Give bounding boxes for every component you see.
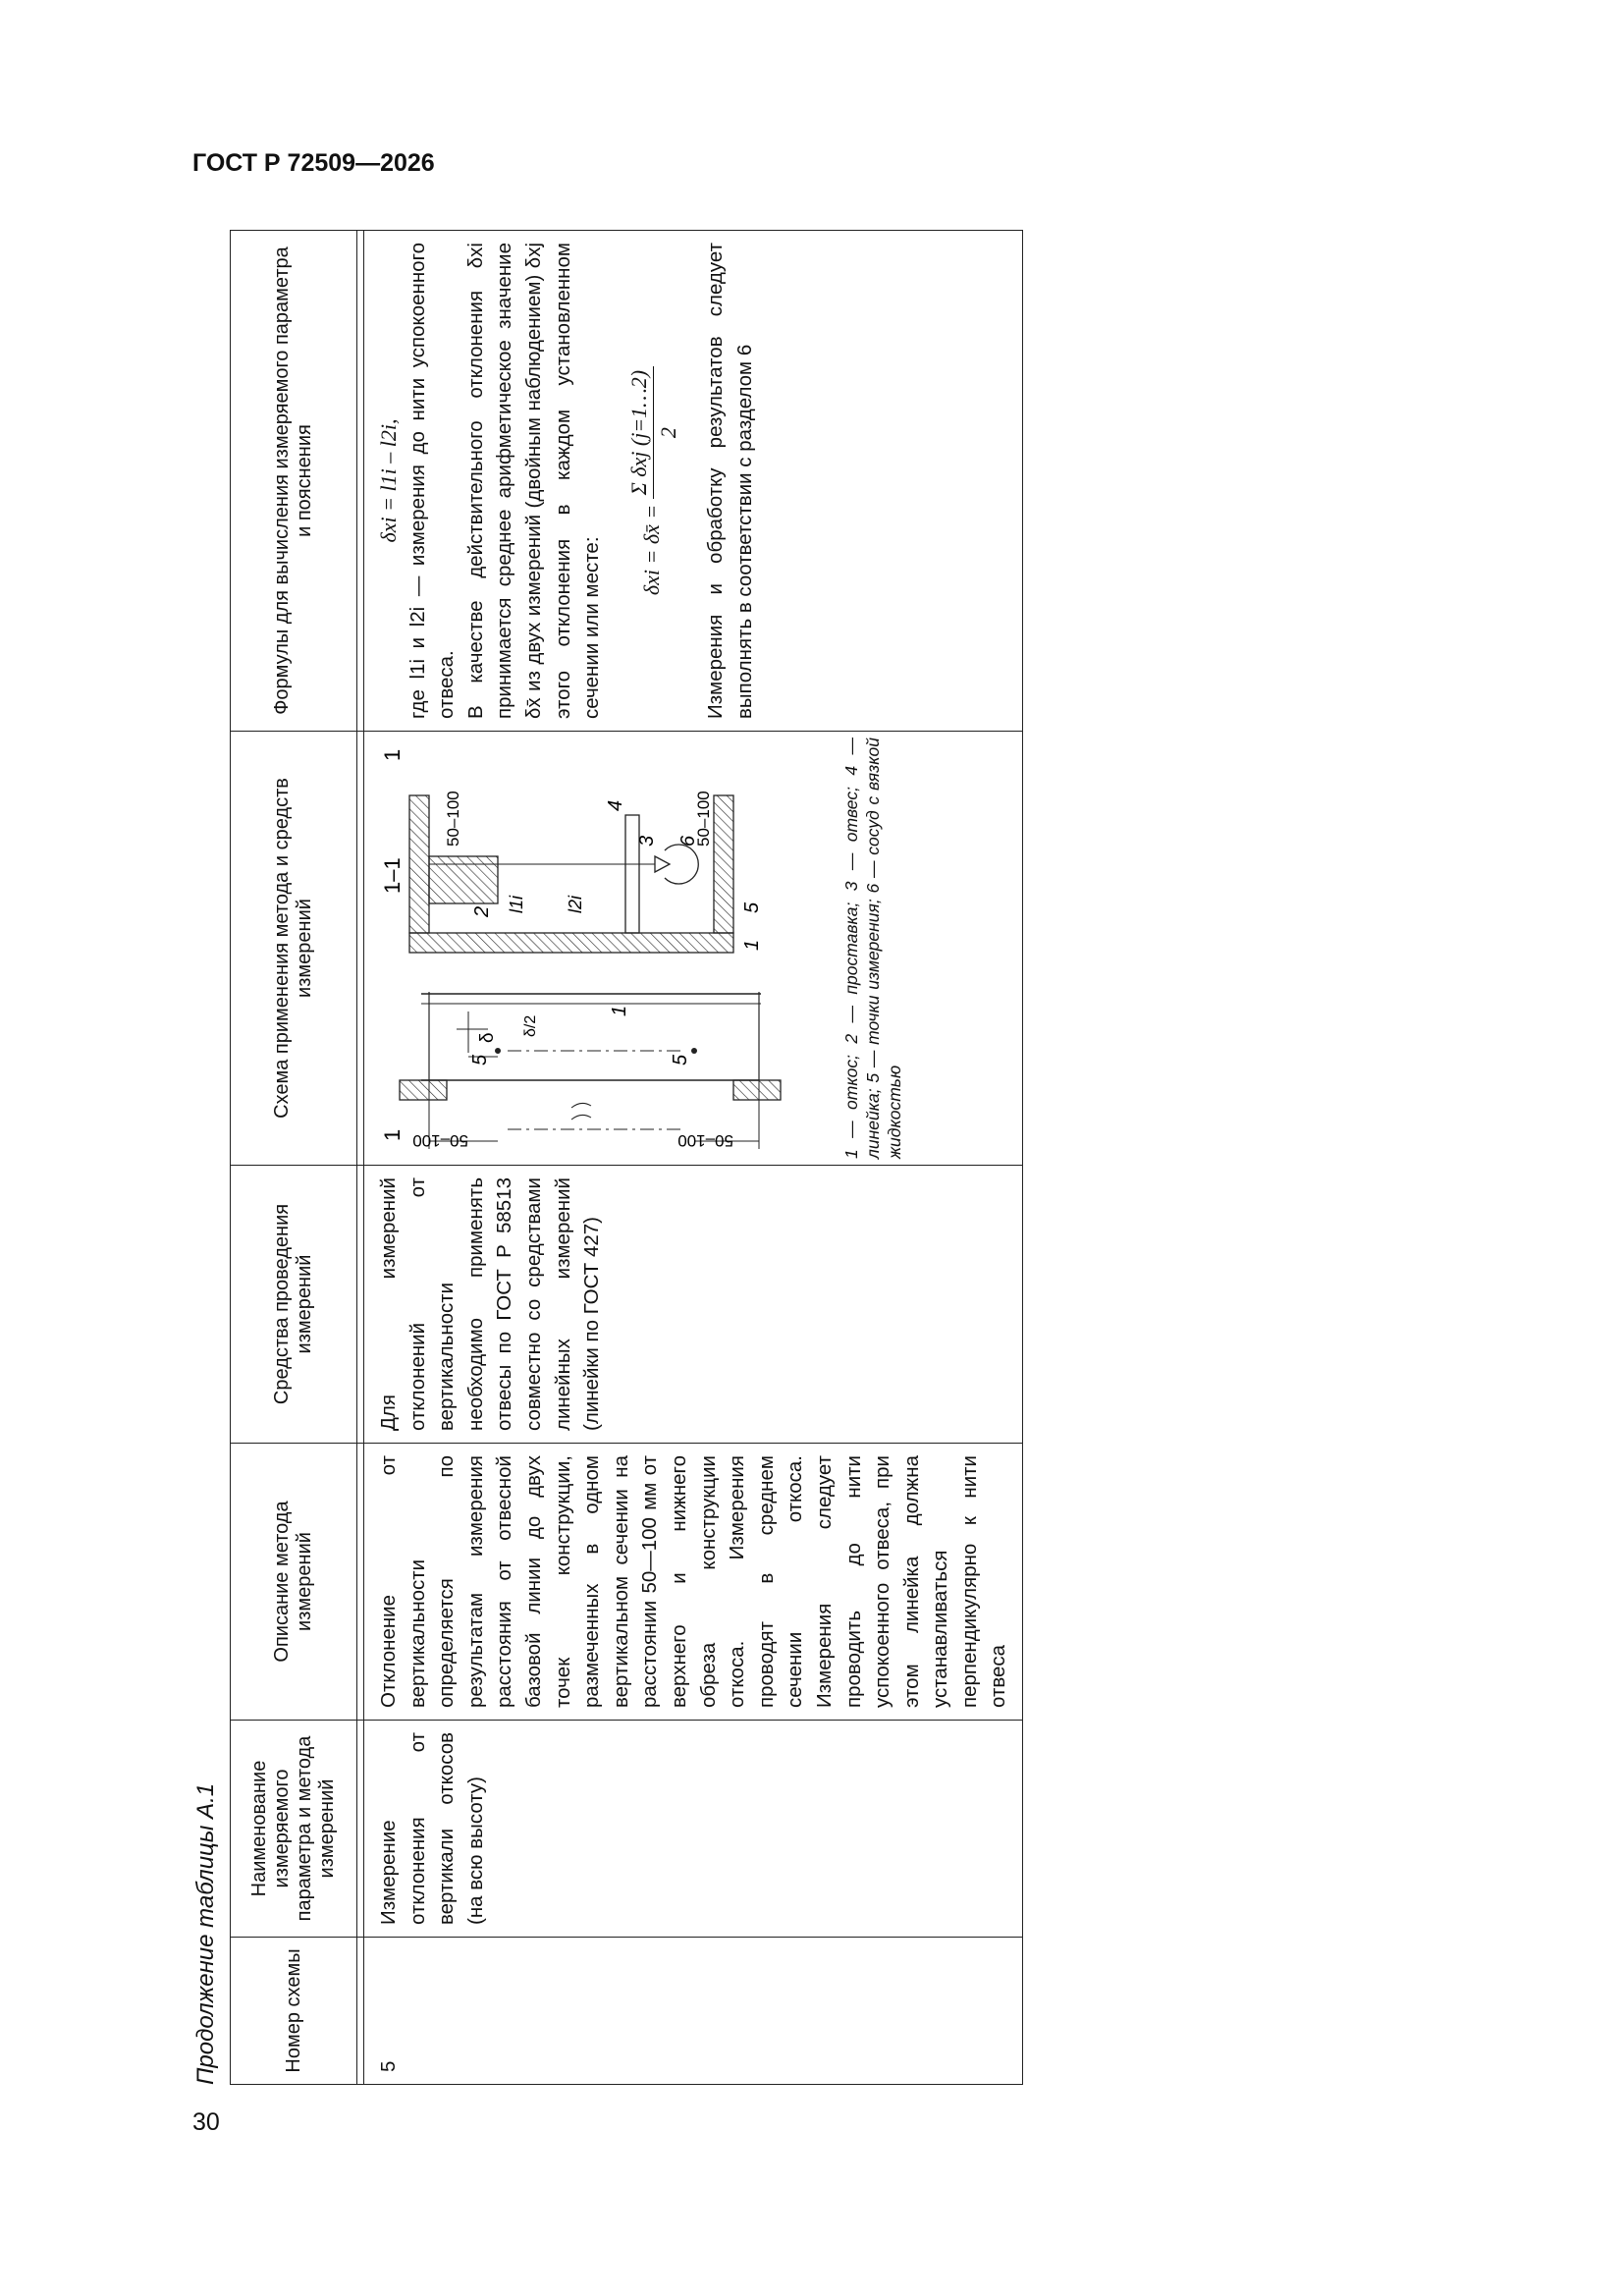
leader-1-section: 1 <box>741 939 763 951</box>
measurement-table <box>230 230 1023 2085</box>
measurement-scheme-drawing <box>370 738 832 1159</box>
formula-delta-xi: δxi = l1i – l2i, <box>376 418 401 543</box>
leader-2: 2 <box>471 905 493 917</box>
cell-formulas <box>364 231 1023 732</box>
header-instruments: Средства проведения измерений <box>231 1166 357 1444</box>
leader-5-bottom: 5 <box>670 1054 691 1066</box>
header-scheme-number: Номер схемы <box>231 1938 357 2085</box>
delta-label: δ <box>477 1032 498 1043</box>
formula-paragraph-2: Измерения и обработку результатов следует выполнять в соответствии с разделом 6 <box>703 243 756 719</box>
leader-5-section: 5 <box>741 902 763 913</box>
half-delta-label: δ/2 <box>522 1014 539 1037</box>
formula-numerator: Σ δxj (j=1…2) <box>624 366 655 499</box>
cell-method-description: Отклонение от вертикальности определяется по результатам измерения расстояния от отвесной базовой линии до двух точек конструкции, размеченных в одном вертикальном сечении на расстоянии 50—100 мм от верхнего и нижнего обреза конструкции откоса. Измерения проводят в среднем сечении откоса. Измерения следует проводить до нити успокоенного отвеса, при этом линейка должна устанавливаться перпендикулярно к нити отвеса <box>364 1444 1023 1721</box>
page-number: 30 <box>192 2108 220 2136</box>
header-method-description: Описание метода измерений <box>231 1444 357 1721</box>
plan-view-drawing <box>400 992 781 1149</box>
l2i-label: l2i <box>566 895 585 913</box>
cell-parameter-name: Измерение отклонения от вертикали откосов (на всю высоту) <box>364 1721 1023 1938</box>
dim-label-top: 50–100 <box>412 1131 468 1150</box>
rotated-table-sheet <box>192 231 1010 2085</box>
table-caption: Продолжение таблицы А.1 <box>192 1782 219 2085</box>
header-separator-row <box>357 231 364 2085</box>
formula-fraction <box>624 366 683 499</box>
leader-5-top: 5 <box>469 1054 491 1066</box>
table-row <box>364 231 1023 2085</box>
formula-mean-left: δxi = δx̄ = <box>638 504 664 596</box>
cell-scheme <box>364 732 1023 1166</box>
header-scheme: Схема применения метода и средств измерений <box>231 732 357 1166</box>
header-parameter-name: Наименование измеряемого параметра и метода измерений <box>231 1721 357 1938</box>
formula-paragraph-1: В качестве действительного отклонения δxi принимается среднее арифметическое значение δx̄ из двух измерений (двойным наблюдением) δxj этого отклонения в каждом установленном сечении или месте: <box>463 243 604 719</box>
section-mark-top: 1 <box>380 1128 405 1141</box>
cell-scheme-number: 5 <box>364 1938 1023 2085</box>
cell-instruments: Для измерений отклонений от вертикальности необходимо применять отвесы по ГОСТ Р 58513 совместно со средствами линейных измерений (линейки по ГОСТ 427) <box>364 1166 1023 1444</box>
header-formulas: Формулы для вычисления измеряемого параметра и пояснения <box>231 231 357 732</box>
l1i-label: l1i <box>507 895 526 913</box>
formula-mean <box>624 243 683 719</box>
formula-denominator: 2 <box>656 427 681 439</box>
leader-1-plan: 1 <box>609 1005 630 1016</box>
table-header-row <box>231 231 357 2085</box>
dim-label-section-top: 50–100 <box>444 791 462 847</box>
leader-6: 6 <box>677 835 699 847</box>
section-mark-bottom: 1 <box>380 748 405 761</box>
dim-label-section-bottom: 50–100 <box>694 791 713 847</box>
dim-label-bottom: 50–100 <box>677 1131 733 1150</box>
formula-where-text: где l1i и l2i — измерения до нити успокоенного отвеса. <box>406 243 459 719</box>
document-code: ГОСТ Р 72509—2026 <box>192 149 435 177</box>
section-title: 1–1 <box>380 857 405 894</box>
scheme-legend: 1 — откос; 2 — проставка; 3 — отвес; 4 — линейка; 5 — точки измерения; 6 — сосуд с вязкой жидкостью <box>840 738 904 1159</box>
leader-4: 4 <box>605 799 626 811</box>
leader-3: 3 <box>636 835 658 847</box>
